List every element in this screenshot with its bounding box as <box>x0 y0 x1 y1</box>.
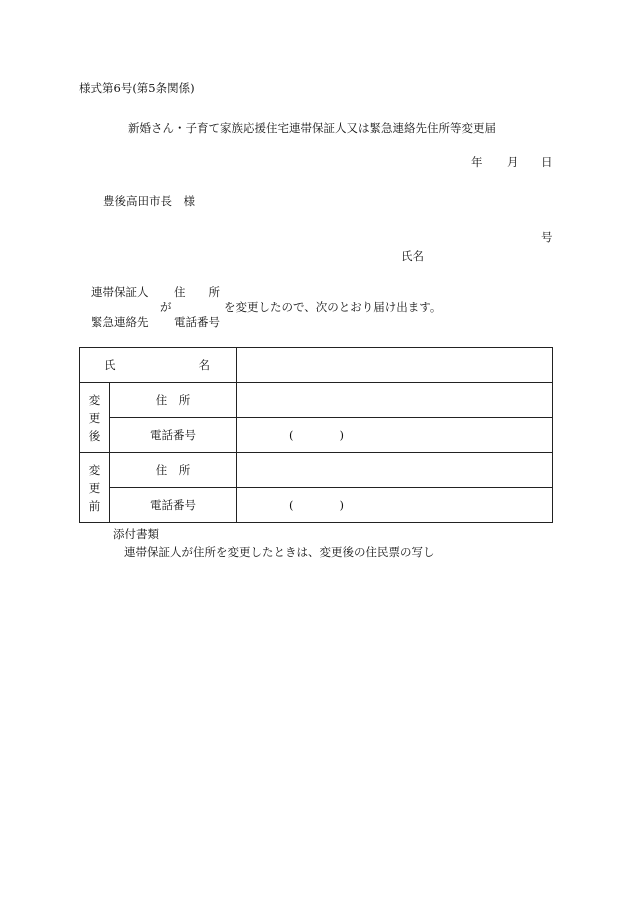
table-row-before-phone <box>80 488 553 523</box>
paren-open: ( <box>289 498 294 512</box>
applicant-number-label: 号 <box>541 230 553 244</box>
paren-open: ( <box>289 428 294 442</box>
table-row-after-address <box>80 383 553 418</box>
paren-close: ) <box>339 498 344 512</box>
name-header-2: 名 <box>198 358 210 372</box>
paren-close: ) <box>339 428 344 442</box>
statement-ga: が <box>160 300 172 314</box>
table-row-name <box>80 348 553 383</box>
after-label-cell <box>80 383 110 453</box>
statement-phone: 電話番号 <box>174 315 220 329</box>
before-phone-label: 電話番号 <box>110 488 237 523</box>
after-label-char: 更 <box>88 410 101 425</box>
attachments-item: 連帯保証人が住所を変更したときは、変更後の住民票の写し <box>124 545 435 559</box>
after-phone-label: 電話番号 <box>110 418 237 453</box>
after-label-char: 後 <box>88 428 101 443</box>
form-title: 新婚さん・子育て家族応援住宅連帯保証人又は緊急連絡先住所等変更届 <box>128 121 496 135</box>
after-address-label: 住 所 <box>110 383 237 418</box>
before-label-char: 更 <box>88 480 101 495</box>
before-phone-value[interactable] <box>237 488 553 523</box>
statement-emergency-contact: 緊急連絡先 <box>91 315 149 329</box>
after-phone-value[interactable] <box>237 418 553 453</box>
date-year: 年 <box>471 155 483 169</box>
applicant-name-label: 氏名 <box>401 249 424 263</box>
date-day: 日 <box>541 155 553 169</box>
before-address-label: 住 所 <box>110 453 237 488</box>
after-label-char: 変 <box>88 392 101 407</box>
before-label-char: 前 <box>88 498 101 513</box>
statement-text: を変更したので、次のとおり届け出ます。 <box>224 300 442 314</box>
date-month: 月 <box>507 155 519 169</box>
before-label-char: 変 <box>88 462 101 477</box>
before-address-value[interactable] <box>237 453 553 488</box>
form-number: 様式第6号(第5条関係) <box>79 81 195 95</box>
name-header-cell <box>80 348 237 383</box>
change-table <box>79 347 553 523</box>
name-value-cell[interactable] <box>237 348 553 383</box>
statement-guarantor: 連帯保証人 <box>91 285 149 299</box>
recipient: 豊後高田市長 様 <box>103 194 195 208</box>
attachments-heading: 添付書類 <box>113 527 159 541</box>
after-address-value[interactable] <box>237 383 553 418</box>
before-label-cell <box>80 453 110 523</box>
statement-address: 住 所 <box>174 285 220 299</box>
table-row-after-phone <box>80 418 553 453</box>
table-row-before-address <box>80 453 553 488</box>
name-header-1: 氏 <box>104 358 116 372</box>
